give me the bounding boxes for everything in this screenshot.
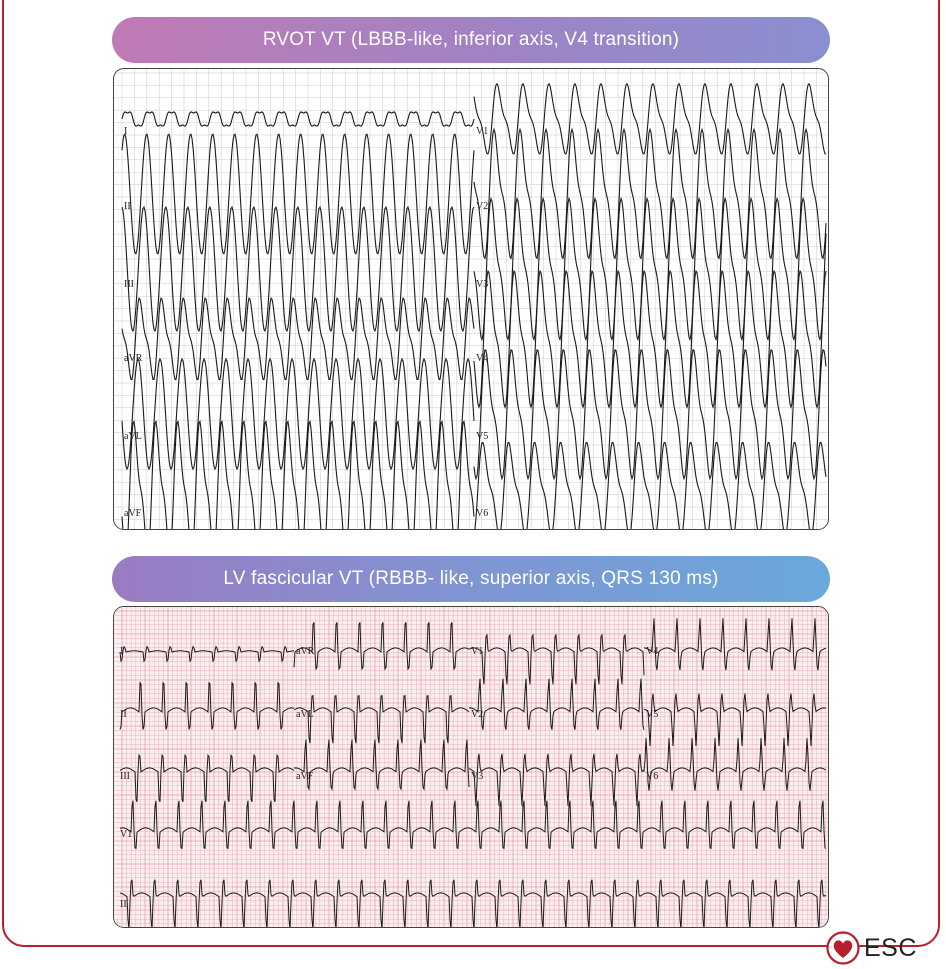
lead-label: I xyxy=(124,126,128,137)
lv-fascicular-vt-title-banner xyxy=(112,556,830,602)
lead-label: aVF xyxy=(296,771,314,782)
ecg-trace-left xyxy=(122,134,474,253)
lead-label: aVR xyxy=(296,646,315,657)
lv-fascicular-vt-title: LV fascicular VT (RBBB- like, superior axis, QRS 130 ms) xyxy=(223,568,719,589)
lead-label: V6 xyxy=(646,771,659,782)
lead-label: V3 xyxy=(476,279,489,290)
lead-label: III xyxy=(120,771,130,782)
lead-label: V4 xyxy=(476,353,489,364)
ecg-trace-right xyxy=(474,199,826,340)
lv-fascicular-vt-ecg-tracing xyxy=(114,607,829,928)
rvot-vt-ecg-tracing xyxy=(114,69,829,530)
lead-label: V1 xyxy=(476,126,489,137)
rvot-vt-title-banner xyxy=(112,17,830,63)
lead-label: V6 xyxy=(476,508,489,519)
ecg-trace-right xyxy=(474,271,826,407)
heart-icon xyxy=(826,931,860,965)
lead-label: V5 xyxy=(646,709,659,720)
rvot-vt-ecg-panel xyxy=(113,68,829,530)
lead-label: II xyxy=(124,201,131,212)
lead-label: V1 xyxy=(471,646,484,657)
lead-label: aVL xyxy=(296,709,314,720)
lead-label: V1 xyxy=(120,829,133,840)
ecg-grid xyxy=(114,69,829,530)
lead-label: aVR xyxy=(124,353,143,364)
esc-logo-text: ESC xyxy=(864,933,917,962)
ecg-traces xyxy=(122,84,826,530)
lead-label: V3 xyxy=(471,771,484,782)
lead-label: aVL xyxy=(124,431,142,442)
lead-label: II xyxy=(120,899,127,910)
rvot-vt-title: RVOT VT (LBBB-like, inferior axis, V4 transition) xyxy=(262,29,680,50)
ecg-trace-right xyxy=(474,443,826,531)
lead-label: III xyxy=(124,279,134,290)
lead-label: aVF xyxy=(124,508,142,519)
ecg-trace-left xyxy=(122,207,474,331)
lead-label: I xyxy=(120,646,124,657)
lv-fascicular-vt-ecg-panel xyxy=(113,606,829,928)
esc-logo xyxy=(826,931,936,965)
lead-label: V2 xyxy=(471,709,484,720)
lead-label: V5 xyxy=(476,431,489,442)
lead-label: II xyxy=(120,709,127,720)
ecg-trace-right xyxy=(474,129,826,258)
ecg-trace-left xyxy=(122,112,474,126)
lead-label: V4 xyxy=(646,646,659,657)
ecg-trace-right xyxy=(474,84,826,154)
lead-label: V2 xyxy=(476,201,489,212)
